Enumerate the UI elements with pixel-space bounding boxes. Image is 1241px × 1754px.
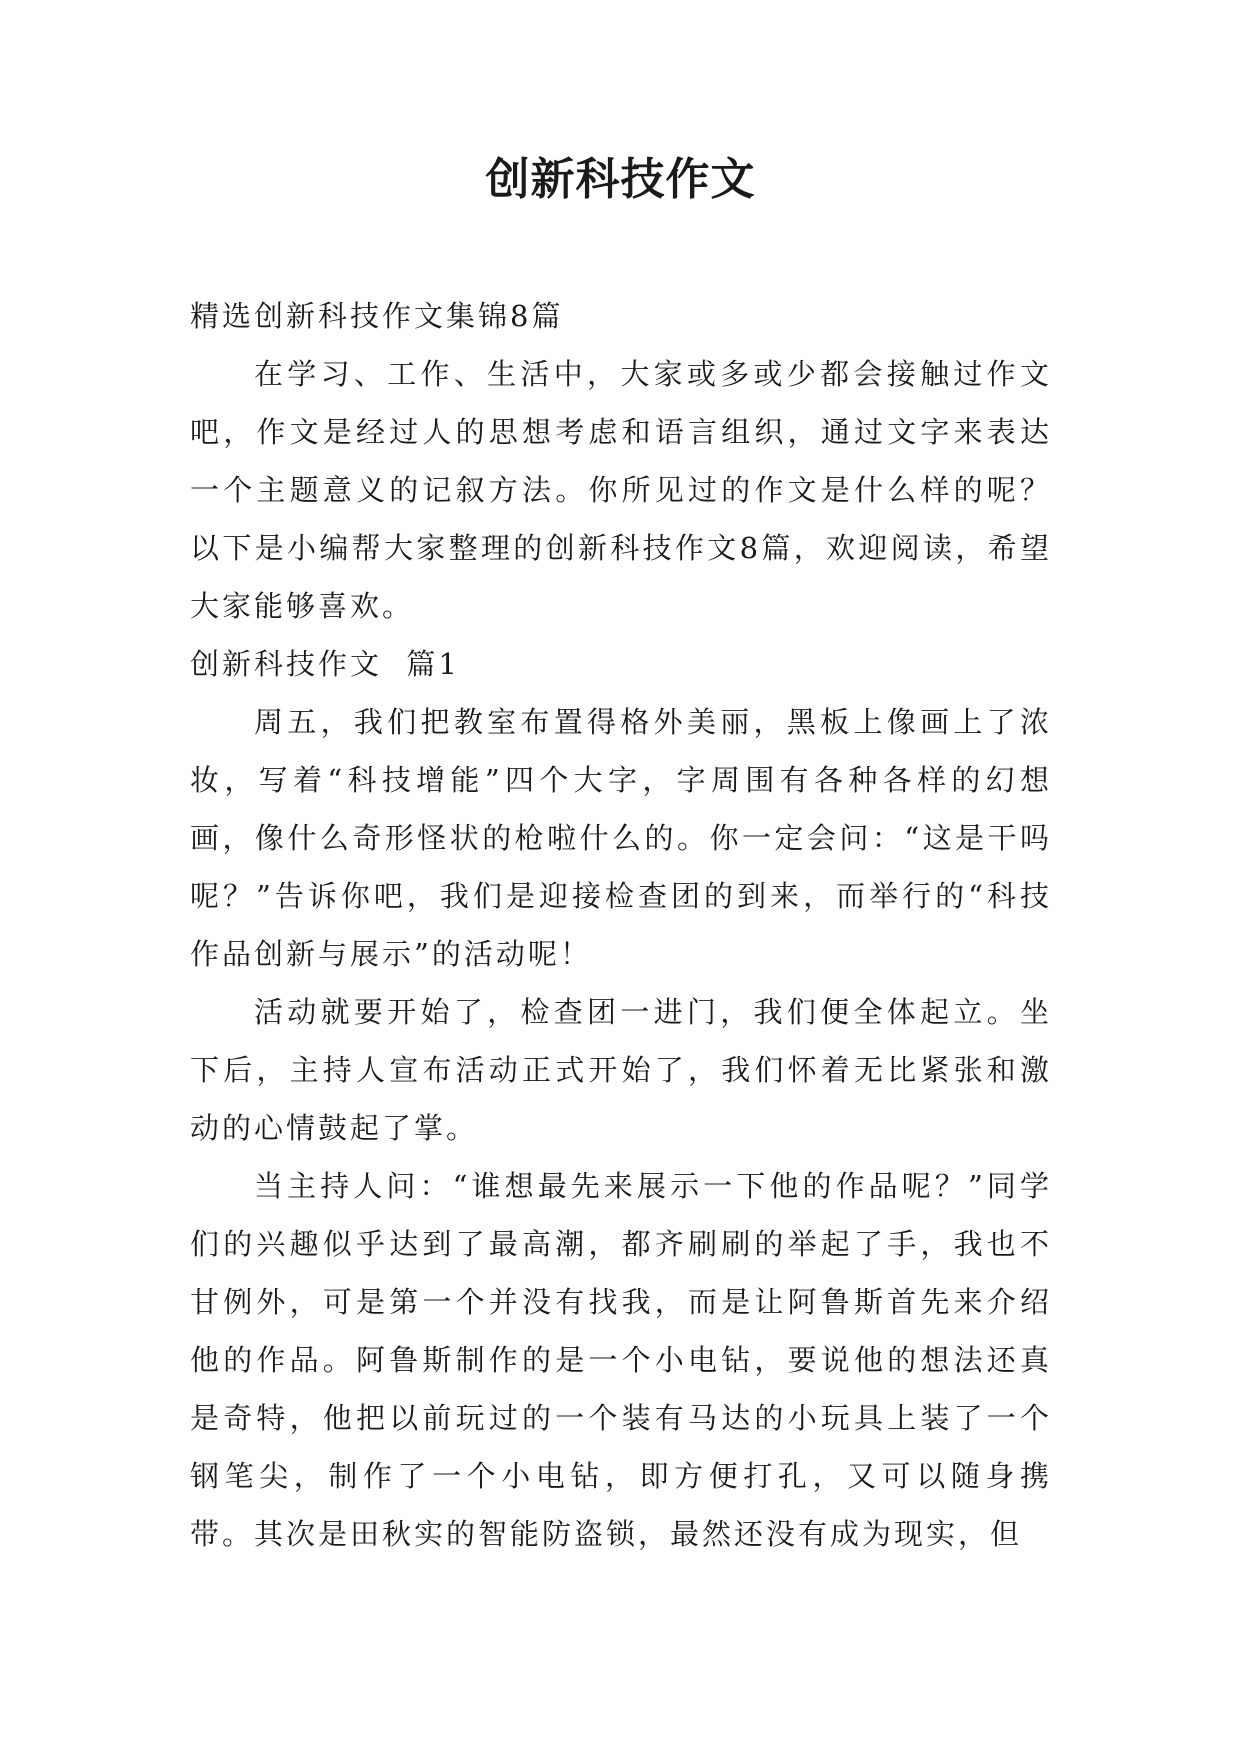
intro-heading: 精选创新科技作文集锦8篇 [190, 299, 564, 333]
intro-paragraph: 在学习、工作、生活中，大家或多或少都会接触过作文吧，作文是经过人的思想考虑和语言组织，通过文字来表达一个主题意义的记叙方法。你所见过的作文是什么样的呢？以下是小编帮大家整理的创新科技作文8篇，欢迎阅读，希望大家能够喜欢。 [190, 357, 1052, 623]
document-body [190, 287, 1052, 1563]
body-paragraph-2: 活动就要开始了，检查团一进门，我们便全体起立。坐下后，主持人宣布活动正式开始了，我们怀着无比紧张和激动的心情鼓起了掌。 [190, 995, 1052, 1145]
body-paragraph-3: 当主持人问：“谁想最先来展示一下他的作品呢？”同学们的兴趣似乎达到了最高潮，都齐刷刷的举起了手，我也不甘例外，可是第一个并没有找我，而是让阿鲁斯首先来介绍他的作品。阿鲁斯制作的是一个小电钻，要说他的想法还真是奇特，他把以前玩过的一个装有马达的小玩具上装了一个钢笔尖，制作了一个小电钻，即方便打孔，又可以随身携带。其次是田秋实的智能防盗锁，最然还没有成为现实，但 [190, 1169, 1052, 1551]
section-heading: 创新科技作文 篇1 [190, 647, 460, 681]
body-paragraph-1: 周五，我们把教室布置得格外美丽，黑板上像画上了浓妆，写着“科技增能”四个大字，字周围有各种各样的幻想画，像什么奇形怪状的枪啦什么的。你一定会问：“这是干吗呢？”告诉你吧，我们是迎接检查团的到来，而举行的“科技作品创新与展示”的活动呢！ [190, 705, 1052, 971]
document-title: 创新科技作文 [485, 154, 756, 205]
